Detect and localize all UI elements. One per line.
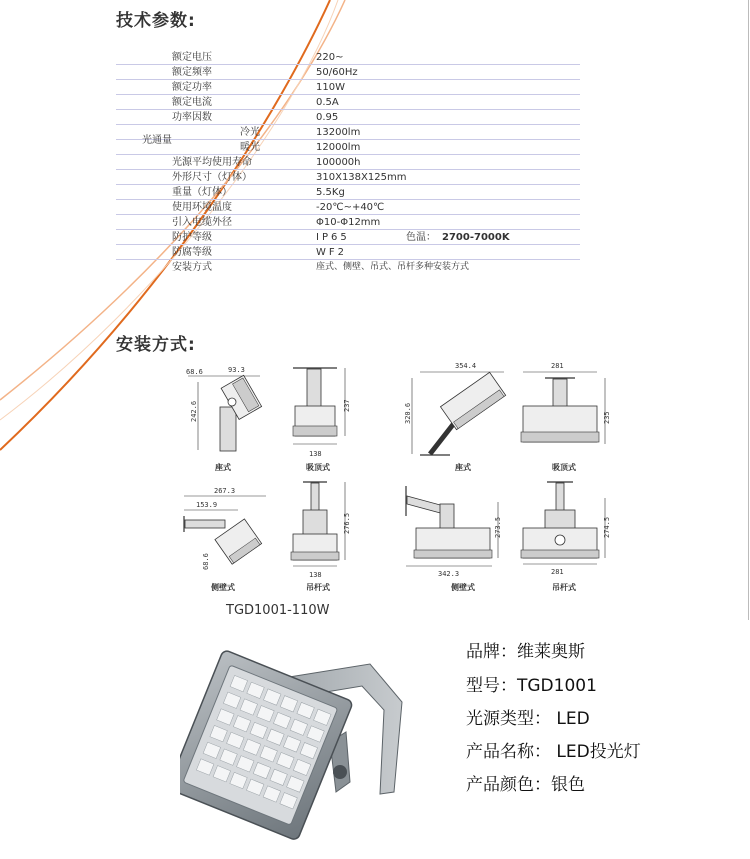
param-value: 座式、侧壁、吊式、吊杆多种安装方式 bbox=[316, 262, 470, 272]
param-label: 引入电缆外径 bbox=[172, 217, 232, 228]
param-value: IP65 bbox=[316, 232, 350, 243]
dim-label: 138 bbox=[309, 450, 322, 458]
param-value: Φ10-Φ12mm bbox=[316, 217, 381, 228]
param-label: 防护等级 bbox=[172, 232, 212, 243]
dim-label: 68.6 bbox=[202, 553, 210, 570]
param-label: 额定电压 bbox=[172, 52, 212, 63]
param-label: 光源平均使用寿命 bbox=[172, 157, 252, 168]
dim-label: 354.4 bbox=[455, 362, 477, 370]
dim-label: 267.3 bbox=[214, 487, 236, 495]
dim-label: 273.5 bbox=[494, 516, 502, 538]
model-label: TGD1001-110W bbox=[226, 603, 330, 618]
param-row bbox=[116, 155, 580, 170]
color-temp-label: 色温： bbox=[406, 232, 436, 243]
param-row bbox=[116, 260, 580, 275]
param-label: 使用环境温度 bbox=[172, 202, 232, 213]
product-photo bbox=[180, 642, 410, 842]
param-row bbox=[116, 140, 580, 155]
dim-label: 242.6 bbox=[190, 400, 198, 422]
ceiling-mount-drawing-small bbox=[285, 364, 355, 460]
param-label: 额定频率 bbox=[172, 67, 212, 78]
param-value: -20℃~+40℃ bbox=[316, 202, 385, 213]
param-label: 安装方式 bbox=[172, 262, 212, 273]
dim-label: 68.6 bbox=[186, 368, 203, 376]
page-edge-line bbox=[748, 0, 749, 620]
param-sub-label: 暖光 bbox=[240, 142, 260, 153]
dim-label: 281 bbox=[551, 362, 564, 370]
dim-label: 153.9 bbox=[196, 501, 218, 509]
param-value: 13200lm bbox=[316, 127, 361, 138]
param-row bbox=[116, 215, 580, 230]
dim-label: 320.6 bbox=[404, 402, 412, 424]
param-label: 额定功率 bbox=[172, 82, 212, 93]
dim-label: 281 bbox=[551, 568, 564, 576]
product-color: 产品颜色：银色 bbox=[466, 775, 585, 795]
param-value: 110W bbox=[316, 82, 345, 93]
dim-label: 237 bbox=[343, 399, 351, 412]
param-value: WF2 bbox=[316, 247, 348, 258]
drawing-caption: 吊杆式 bbox=[306, 583, 330, 592]
dim-label: 342.3 bbox=[438, 570, 460, 578]
param-row bbox=[116, 110, 580, 125]
dim-label: 274.5 bbox=[603, 516, 611, 538]
param-row bbox=[116, 65, 580, 80]
param-label: 外形尺寸（灯体） bbox=[172, 172, 252, 183]
param-value: 220~ bbox=[316, 52, 344, 63]
param-label: 功率因数 bbox=[172, 112, 212, 123]
drawing-caption: 侧壁式 bbox=[211, 583, 235, 592]
drawing-caption: 吊杆式 bbox=[552, 583, 576, 592]
param-row bbox=[116, 50, 580, 65]
param-value: 50/60Hz bbox=[316, 67, 358, 78]
dim-label: 276.5 bbox=[343, 512, 351, 534]
param-row bbox=[116, 95, 580, 110]
drawing-caption: 吸顶式 bbox=[552, 463, 576, 472]
product-name: 产品名称： LED投光灯 bbox=[466, 742, 641, 762]
wall-mount-drawing-small bbox=[178, 486, 270, 578]
ceiling-mount-drawing-large bbox=[515, 358, 615, 458]
param-row bbox=[116, 185, 580, 200]
param-row bbox=[116, 200, 580, 215]
param-value: 0.95 bbox=[316, 112, 339, 123]
dim-label: 138 bbox=[309, 571, 322, 579]
param-row bbox=[116, 230, 580, 245]
param-label: 重量（灯体） bbox=[172, 187, 232, 198]
param-value: 310X138X125mm bbox=[316, 172, 407, 183]
drawing-caption: 吸顶式 bbox=[306, 463, 330, 472]
param-group-label: 光通量 bbox=[142, 135, 172, 146]
install-methods-heading: 安装方式: bbox=[116, 335, 196, 355]
dim-label: 235 bbox=[603, 411, 611, 424]
pole-mount-drawing-large bbox=[515, 478, 615, 578]
param-value: 0.5A bbox=[316, 97, 339, 108]
tech-params-heading: 技术参数: bbox=[116, 11, 196, 31]
param-row bbox=[116, 245, 580, 260]
seat-mount-drawing-small bbox=[180, 362, 270, 462]
product-brand: 品牌：维莱奥斯 bbox=[466, 642, 585, 662]
param-label: 额定电流 bbox=[172, 97, 212, 108]
param-value: 5.5Kg bbox=[316, 187, 345, 198]
param-row bbox=[116, 80, 580, 95]
color-temp-value: 2700-7000K bbox=[442, 232, 510, 243]
wall-mount-drawing-large bbox=[400, 482, 510, 578]
seat-mount-drawing-large bbox=[400, 358, 510, 462]
drawing-caption: 座式 bbox=[215, 463, 231, 472]
drawing-caption: 座式 bbox=[455, 463, 471, 472]
param-sub-label: 冷光 bbox=[240, 127, 260, 138]
pole-mount-drawing-small bbox=[285, 478, 355, 580]
dim-label: 93.3 bbox=[228, 366, 245, 374]
param-row bbox=[116, 125, 580, 146]
drawing-caption: 侧壁式 bbox=[451, 583, 475, 592]
param-row bbox=[116, 170, 580, 185]
product-model: 型号：TGD1001 bbox=[466, 676, 597, 696]
product-light-source: 光源类型： LED bbox=[466, 709, 590, 729]
param-label: 防腐等级 bbox=[172, 247, 212, 258]
param-value: 12000lm bbox=[316, 142, 361, 153]
param-value: 100000h bbox=[316, 157, 361, 168]
